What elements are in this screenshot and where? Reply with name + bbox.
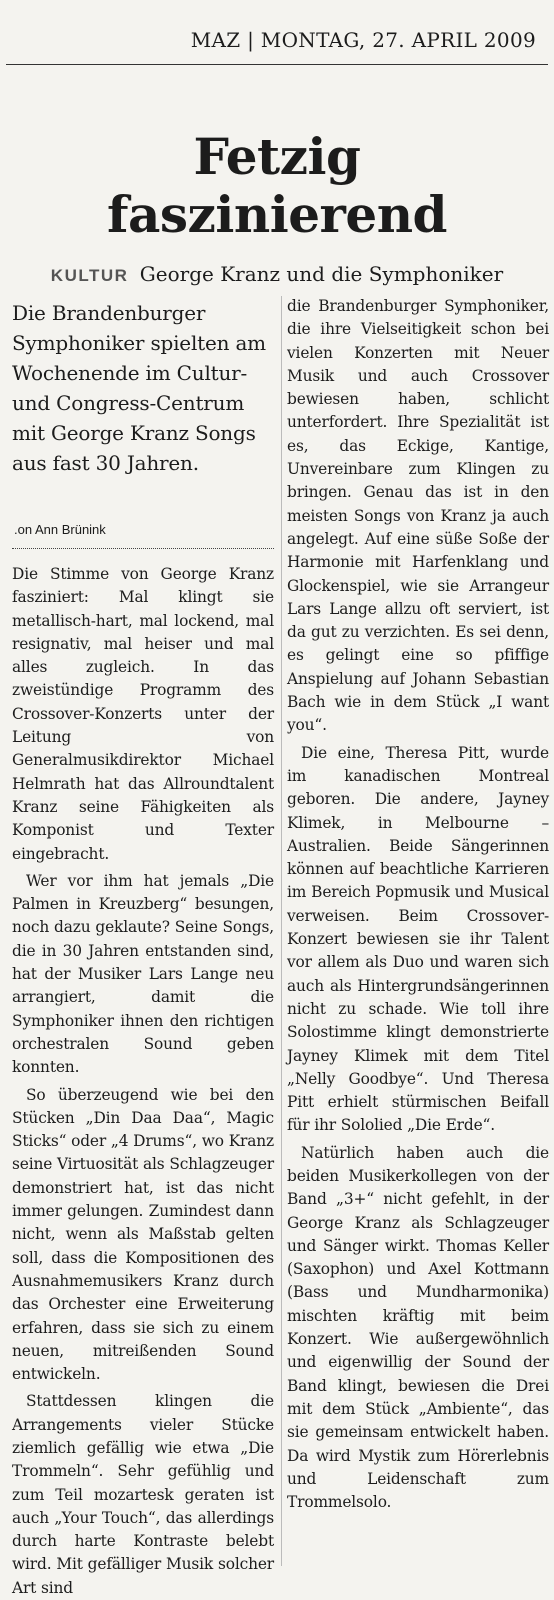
body-paragraph: die Brandenburger Symphoniker, die ihre Vielseitigkeit schon bei vielen Konzerten mit Neuer Musik und auch Crossover bewiesen haben, schlicht unterfordert. Ihre Spezialität ist es, das Eckige, Kantige, Unvereinbare zum Klingen zu bringen. Genau das ist in den meisten Songs von Kranz ja auch angelegt. Auf eine süße Soße der Harmonie mit Harfenklang und Glockenspiel, wie sie Arrangeur Lars Lange allzu oft serviert, ist da gut zu verzichten. Es sei denn, es gelingt eine so pfiffige Anspielung auf Johann Sebastian Bach wie in dem Stück „I want you“. [287,297,549,735]
subheadline: George Kranz und die Symphoniker [139,262,504,286]
lead-paragraph: Die Brandenburger Symphoniker spielten am Wochenende im Cultur- und Congress-Centrum mit George Kranz Songs aus fast 30 Jahren. [12,301,266,475]
body-paragraph: Wer vor ihm hat jemals „Die Palmen in Kreuzberg“ besungen, noch dazu geklaute? Seine Songs, die in 30 Jahren entstanden sind, hat der Musiker Lars Lange neu arrangiert, damit die Symphoniker ihnen den richtigen orchestralen Sound geben konnten. [12,871,274,1077]
headline-line-1: Fetzig [193,127,361,186]
body-paragraph: Natürlich haben auch die beiden Musikerkollegen von der Band „3+“ nicht gefehlt, in der George Kranz als Schlagzeuger und Sänger wirkt. Thomas Keller (Saxophon) und Axel Kottmann (Bass und Mundharmonika) mischten kräftig mit beim Konzert. Wie außergewöhnlich und eigenwillig der Sound der Band klingt, bewiesen die Drei mit dem Stück „Ambiente“, das sie gemeinsam entwickelt haben. Da wird Mystik zum Hörerlebnis und Leidenschaft zum Trommelsolo. [287,1143,549,1512]
body-paragraph: So überzeugend wie bei den Stücken „Din Daa Daa“, Magic Sticks“ oder „4 Drums“, wo Kranz seine Virtuosität als Schlagzeuger demonstriert hat, ist das nicht immer gelungen. Zumindest dann nicht, wenn als Maßstab gelten soll, dass die Kompositionen des Ausnahmemusikers Kranz durch das Orchester eine Erweiterung erfahren, dass sie sich zu einem neuen, mitreißenden Sound entwickeln. [12,1085,274,1384]
body-paragraph: Die eine, Theresa Pitt, wurde im kanadischen Montreal geboren. Die andere, Jayney Klimek, in Melbourne – Australien. Beide Sängerinnen können auf beachtliche Karrieren im Bereich Popmusik und Musical verweisen. Beim Crossover-Konzert bewiesen sie ihr Talent vor allem als Duo und waren sich auch als Hintergrundsängerinnen nicht zu schade. Wie toll ihre Solostimme klingt demonstrierte Jayney Klimek mit dem Titel „Nelly Goodbye“. Und Theresa Pitt erhielt stürmischen Beifall für ihr Sololied „Die Erde“. [287,743,549,1135]
byline: .on Ann Brünink [14,522,106,537]
body-paragraph: Die Stimme von George Kranz fasziniert: Mal klingt sie metallisch-hart, mal lockend, mal resignativ, mal heiser und mal alles zugleich. In das zweistündige Programm des Crossover-Konzerts unter der Leitung von Generalmusikdirektor Michael Helmrath hat das Allroundtalent Kranz seine Fähigkeiten als Komponist und Texter eingebracht. [12,565,274,863]
column-divider [281,296,282,1566]
kicker [0,262,554,286]
left-column [12,563,274,1600]
section-tag: KULTUR [50,266,129,285]
right-column [287,295,549,1514]
headline [0,128,554,244]
headline-line-2: faszinierend [106,185,448,244]
top-rule [6,64,548,65]
masthead: MAZ | MONTAG, 27. APRIL 2009 [190,28,536,52]
byline-divider [12,548,274,549]
body-paragraph: Stattdessen klingen die Arrangements vieler Stücke ziemlich gefällig wie etwa „Die Trommeln“. Sehr gefühlig und zum Teil mozartesk geraten ist auch „Your Touch“, das allerdings durch harte Kontraste belebt wird. Mit gefälliger Musik solcher Art sind [12,1392,274,1597]
